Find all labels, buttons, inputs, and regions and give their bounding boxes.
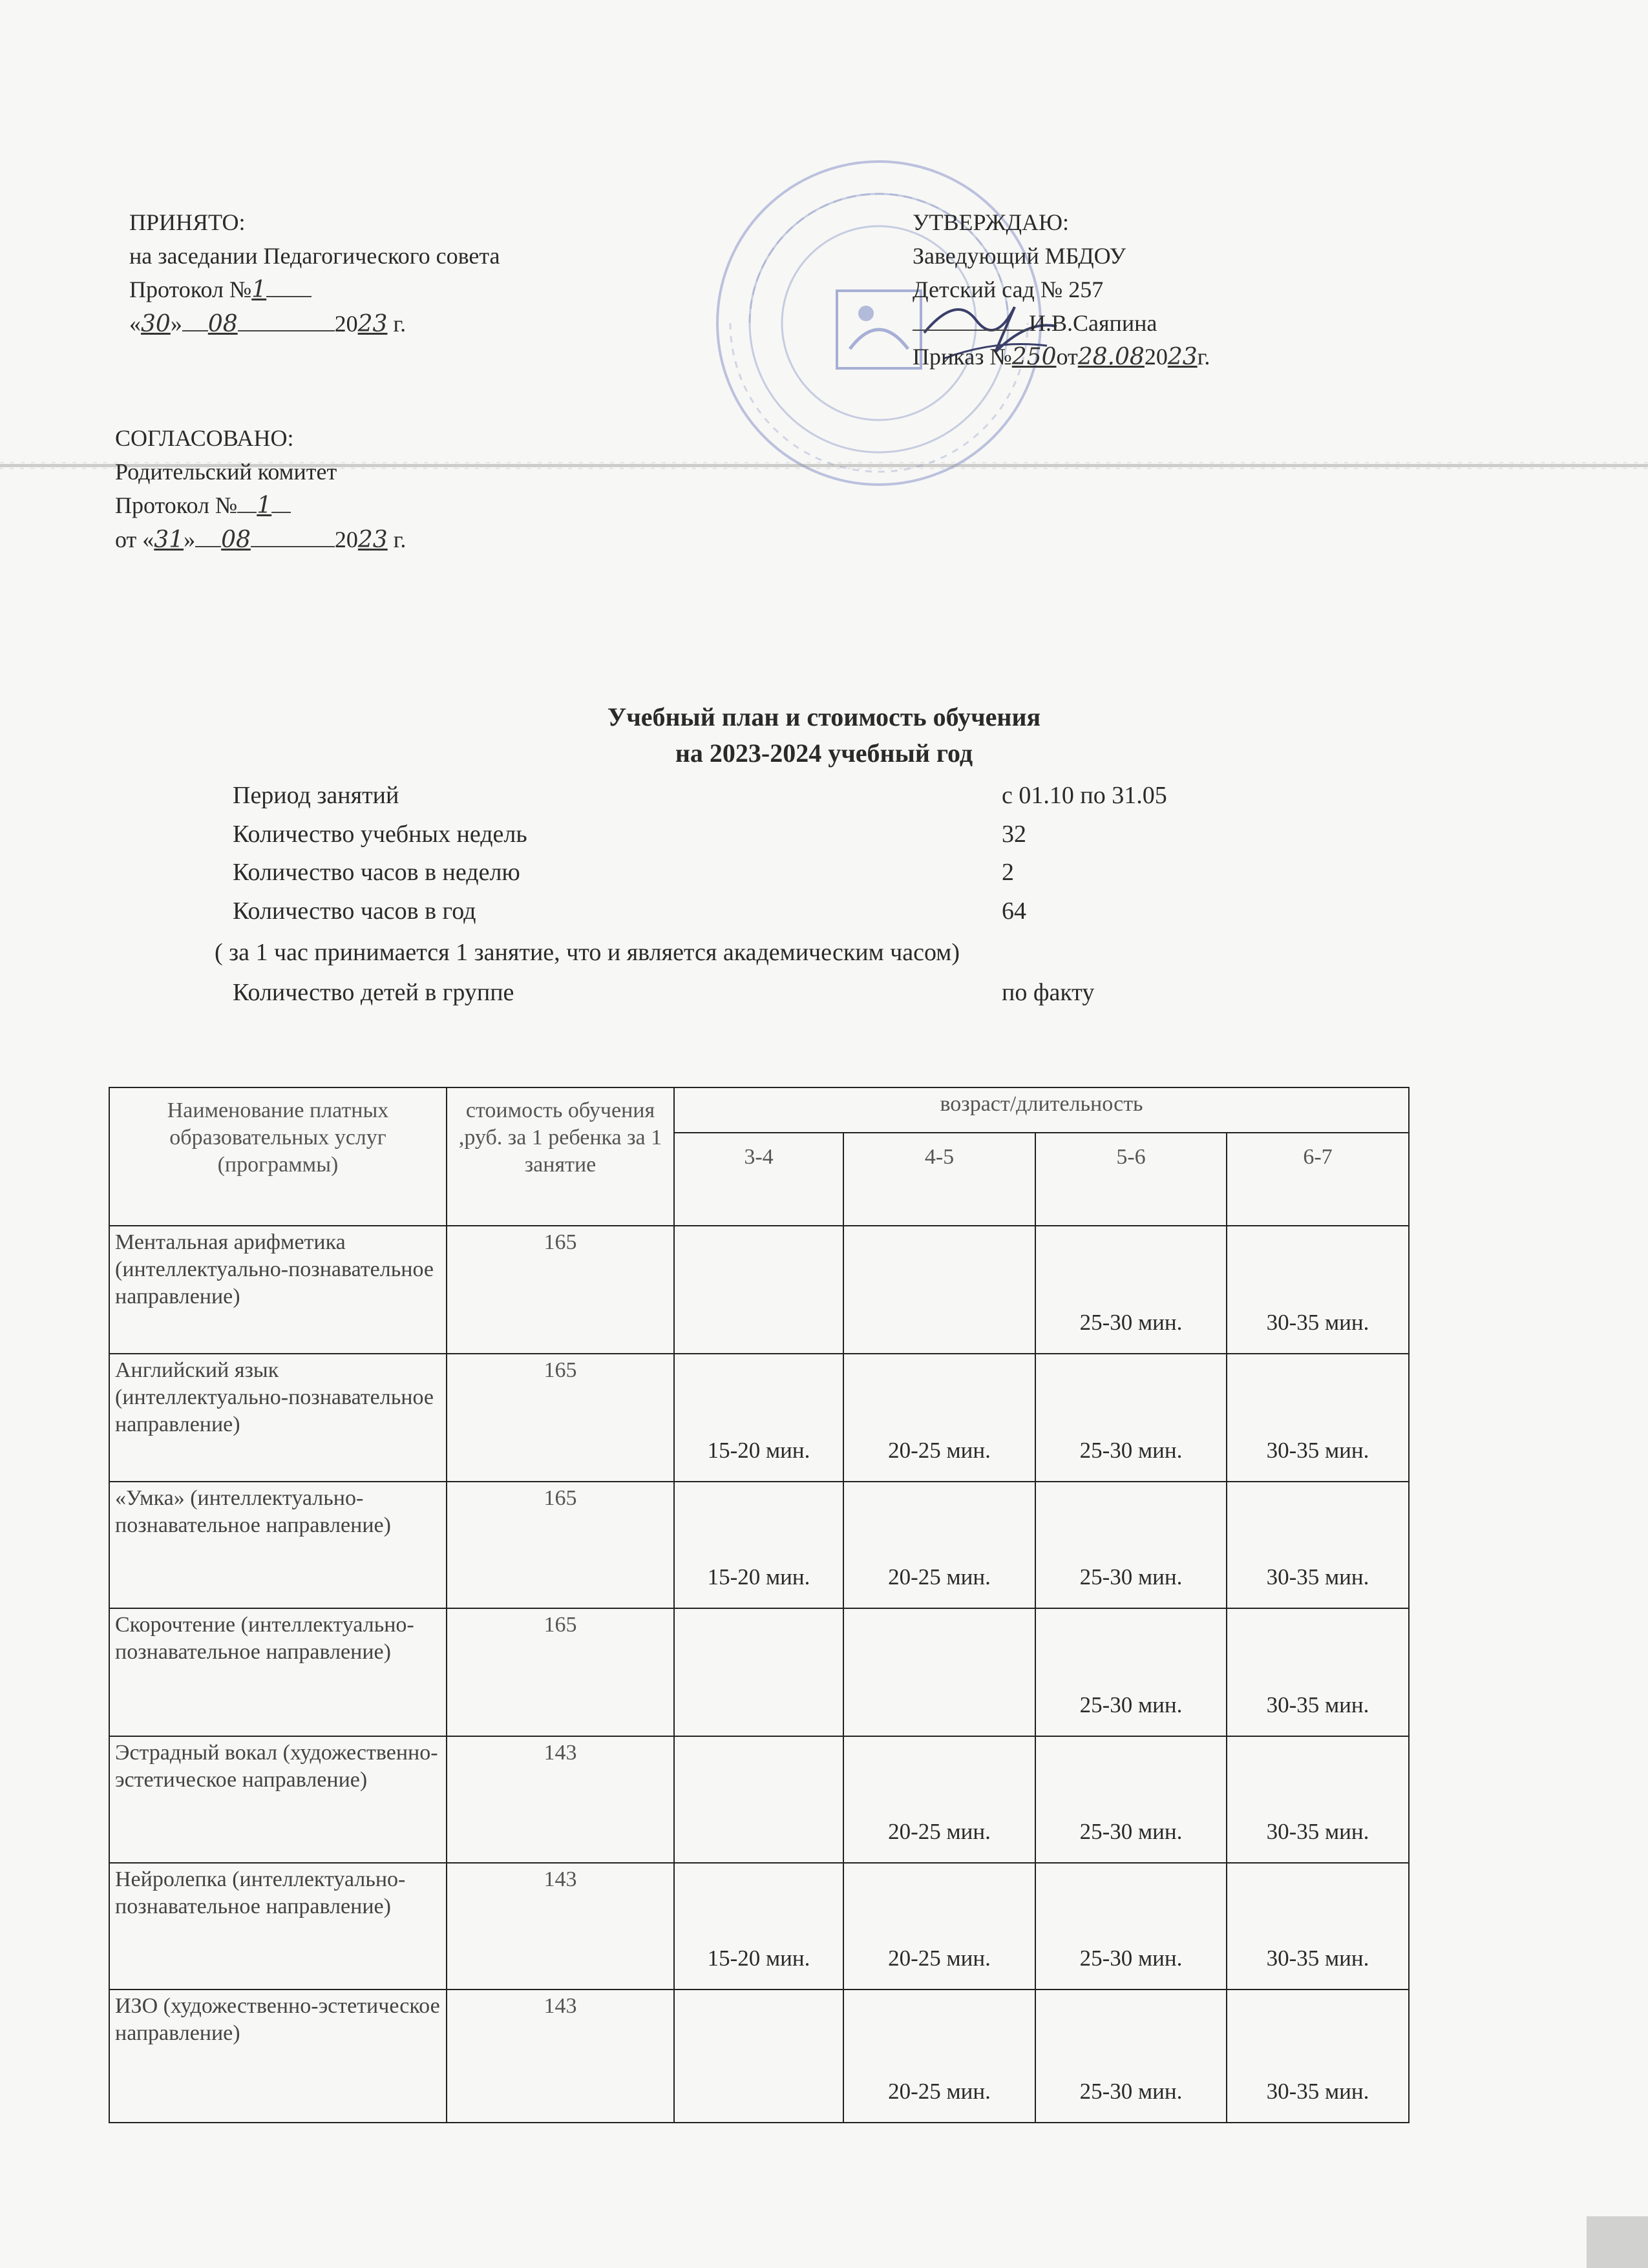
- agreed-committee: Родительский комитет: [115, 459, 337, 485]
- duration-cell: 30-35 мин.: [1227, 1226, 1409, 1354]
- header-age: 6-7: [1227, 1133, 1409, 1226]
- blank-line: [271, 512, 291, 513]
- duration-cell: [674, 1226, 843, 1354]
- agreed-date-day: 31: [154, 527, 184, 553]
- duration-cell: 20-25 мин.: [843, 1990, 1035, 2123]
- agreed-protocol-number: 1: [257, 492, 272, 519]
- header-age: 3-4: [674, 1133, 843, 1226]
- accepted-protocol-label: Протокол №: [129, 277, 252, 302]
- duration-cell: 20-25 мин.: [843, 1354, 1035, 1482]
- service-price: 143: [447, 1736, 674, 1863]
- accepted-protocol-number: 1: [251, 277, 267, 303]
- order-date: 28.08: [1077, 344, 1145, 370]
- header-age: 4-5: [843, 1133, 1035, 1226]
- duration-cell: 30-35 мин.: [1227, 1736, 1409, 1863]
- approved-block: [913, 205, 1210, 374]
- service-price: 165: [447, 1226, 674, 1354]
- agreed-protocol-label: Протокол №: [115, 492, 238, 518]
- agreed-heading: СОГЛАСОВАНО:: [115, 425, 294, 451]
- date-prefix: от «: [115, 527, 154, 552]
- date-quote: «: [129, 311, 141, 337]
- service-price: 143: [447, 1990, 674, 2123]
- year-prefix: 20: [334, 311, 358, 337]
- year-prefix: 20: [334, 527, 358, 552]
- document-title: [0, 699, 1648, 772]
- param-label: Количество детей в группе: [233, 979, 514, 1006]
- duration-cell: 25-30 мин.: [1035, 1736, 1227, 1863]
- param-note: ( за 1 час принимается 1 занятие, что и является академическим часом): [215, 939, 960, 966]
- param-value: с 01.10 по 31.05: [1002, 782, 1167, 809]
- duration-cell: [843, 1226, 1035, 1354]
- service-name: Английский язык (интеллектуально-познавательное направление): [109, 1354, 447, 1482]
- order-year: 23: [1167, 344, 1198, 370]
- duration-cell: 20-25 мин.: [843, 1863, 1035, 1990]
- agreed-date-year: 23: [357, 527, 388, 553]
- year-prefix: 20: [1144, 344, 1168, 370]
- scan-corner-artifact: [1587, 2216, 1648, 2268]
- year-suffix: г.: [387, 311, 407, 337]
- param-value: 64: [1002, 898, 1026, 925]
- duration-cell: 25-30 мин.: [1035, 1608, 1227, 1736]
- study-plan-table: [109, 1087, 1410, 2123]
- duration-cell: 25-30 мин.: [1035, 1226, 1227, 1354]
- service-price: 165: [447, 1482, 674, 1608]
- service-name: Скорочтение (интеллектуально-познавательное направление): [109, 1608, 447, 1736]
- service-name: Нейролепка (интеллектуально-познавательное направление): [109, 1863, 447, 1990]
- param-label: Количество часов в год: [233, 898, 476, 925]
- agreed-block: [115, 421, 406, 557]
- accepted-date-month: 08: [207, 311, 238, 337]
- year-suffix: г.: [387, 527, 407, 552]
- table-row: [109, 1863, 1409, 1990]
- header-age: 5-6: [1035, 1133, 1227, 1226]
- accepted-date-day: 30: [141, 311, 171, 337]
- duration-cell: 15-20 мин.: [674, 1482, 843, 1608]
- param-value: по факту: [1002, 979, 1095, 1006]
- table-row: [109, 1354, 1409, 1482]
- blank-line: [251, 546, 335, 547]
- param-value: 2: [1002, 859, 1014, 886]
- duration-cell: 15-20 мин.: [674, 1354, 843, 1482]
- duration-cell: 30-35 мин.: [1227, 1482, 1409, 1608]
- duration-cell: 20-25 мин.: [843, 1482, 1035, 1608]
- param-label: Количество учебных недель: [233, 821, 527, 848]
- service-name: Эстрадный вокал (художественно-эстетическое направление): [109, 1736, 447, 1863]
- param-label: Количество часов в неделю: [233, 859, 520, 886]
- accepted-protocol: [129, 273, 500, 307]
- table-row: [109, 1990, 1409, 2123]
- table-row: [109, 1226, 1409, 1354]
- order-label: Приказ №: [913, 344, 1012, 370]
- duration-cell: 30-35 мин.: [1227, 1990, 1409, 2123]
- year-suffix: г.: [1197, 344, 1210, 370]
- duration-cell: 30-35 мин.: [1227, 1608, 1409, 1736]
- date-quote: »: [170, 311, 182, 337]
- duration-cell: [674, 1990, 843, 2123]
- order-from: от: [1056, 344, 1078, 370]
- header-price: стоимость обучения ,руб. за 1 ребенка за 1 занятие: [447, 1087, 674, 1226]
- duration-cell: [843, 1608, 1035, 1736]
- duration-cell: 30-35 мин.: [1227, 1354, 1409, 1482]
- duration-cell: [674, 1736, 843, 1863]
- service-name: «Умка» (интеллектуально-познавательное направление): [109, 1482, 447, 1608]
- duration-cell: 30-35 мин.: [1227, 1863, 1409, 1990]
- param-value: 32: [1002, 821, 1026, 848]
- blank-line: [195, 546, 221, 547]
- duration-cell: 25-30 мин.: [1035, 1482, 1227, 1608]
- accepted-block: [129, 205, 500, 341]
- approved-heading: УТВЕРЖДАЮ:: [913, 209, 1070, 235]
- table-row: [109, 1608, 1409, 1736]
- title-line-1: Учебный план и стоимость обучения: [607, 702, 1041, 731]
- blank-line: [182, 330, 208, 331]
- approved-signer-line: [913, 306, 1210, 340]
- duration-cell: 15-20 мин.: [674, 1863, 843, 1990]
- accepted-date-year: 23: [357, 311, 388, 337]
- blank-line: [266, 296, 312, 297]
- signature-line: [913, 330, 1029, 331]
- table-header-row: [109, 1087, 1409, 1133]
- service-price: 165: [447, 1354, 674, 1482]
- header-service: Наименование платных образовательных услуг (программы): [109, 1087, 447, 1226]
- agreed-date-month: 08: [221, 527, 251, 553]
- duration-cell: 25-30 мин.: [1035, 1354, 1227, 1482]
- accepted-council-line: на заседании Педагогического совета: [129, 243, 500, 269]
- agreed-date: [115, 523, 406, 557]
- table-row: [109, 1482, 1409, 1608]
- duration-cell: 20-25 мин.: [843, 1736, 1035, 1863]
- duration-cell: 25-30 мин.: [1035, 1990, 1227, 2123]
- service-price: 165: [447, 1608, 674, 1736]
- duration-cell: [674, 1608, 843, 1736]
- order-number: 250: [1011, 344, 1057, 370]
- service-price: 143: [447, 1863, 674, 1990]
- accepted-date: [129, 307, 500, 341]
- blank-line: [237, 512, 257, 513]
- duration-cell: 25-30 мин.: [1035, 1863, 1227, 1990]
- title-line-2: на 2023-2024 учебный год: [675, 739, 973, 768]
- service-name: ИЗО (художественно-эстетическое направление): [109, 1990, 447, 2123]
- header-age-duration: возраст/длительность: [674, 1087, 1409, 1133]
- service-name: Ментальная арифметика (интеллектуально-познавательное направление): [109, 1226, 447, 1354]
- accepted-heading: ПРИНЯТО:: [129, 209, 246, 235]
- approved-position: Заведующий МБДОУ: [913, 243, 1126, 269]
- date-quote: »: [184, 527, 196, 552]
- blank-line: [238, 330, 335, 331]
- agreed-protocol: [115, 488, 406, 523]
- approved-order: [913, 340, 1210, 374]
- table-row: [109, 1736, 1409, 1863]
- approved-organization: Детский сад № 257: [913, 277, 1104, 302]
- approved-signer: И.В.Саяпина: [1029, 310, 1157, 336]
- param-label: Период занятий: [233, 782, 399, 809]
